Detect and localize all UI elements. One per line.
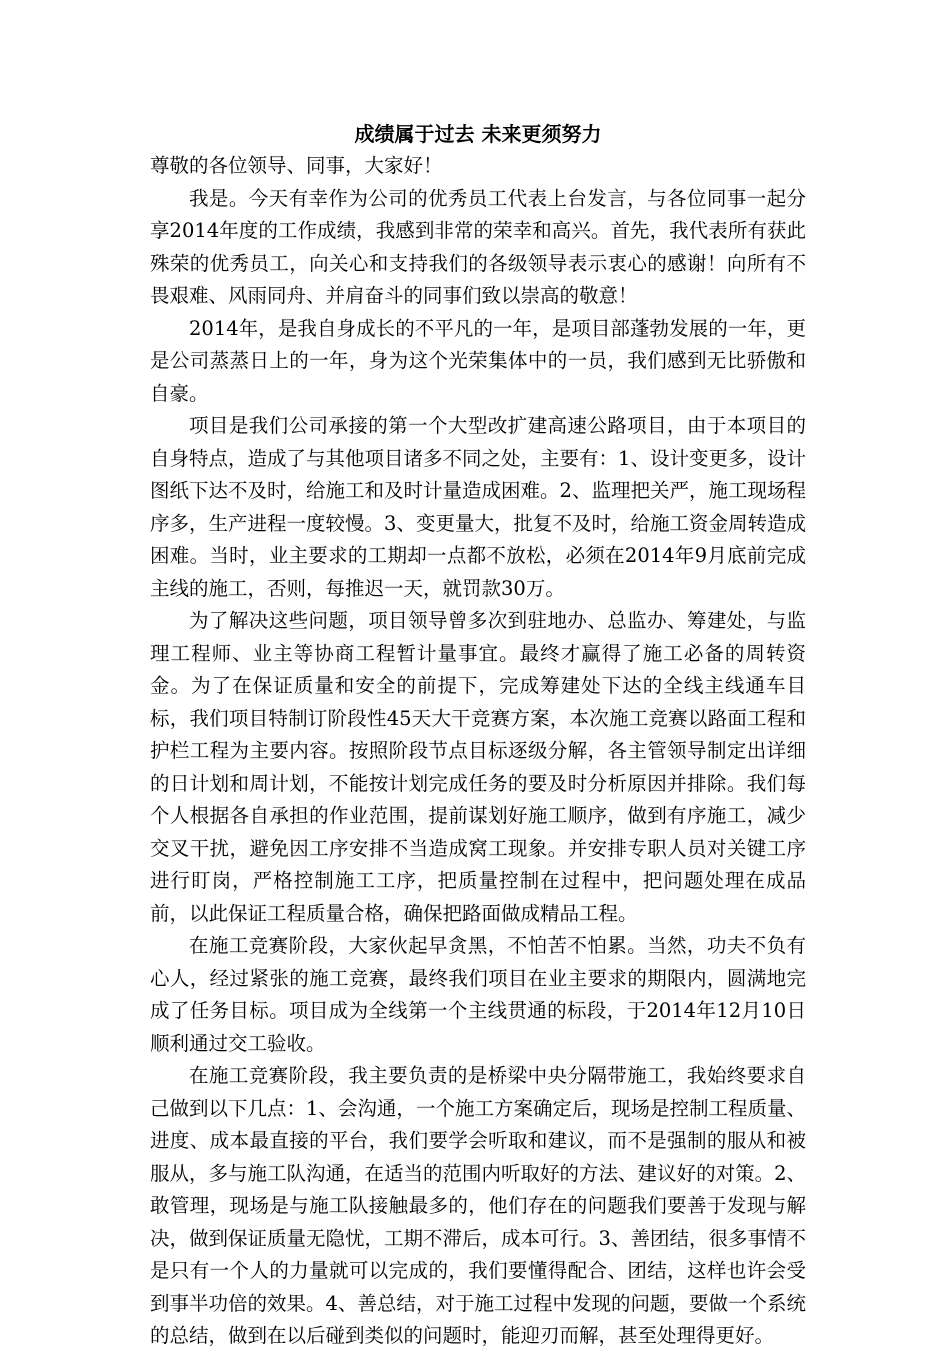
paragraph-intro: 我是。今天有幸作为公司的优秀员工代表上台发言，与各位同事一起分享2014年度的工作成绩，我感到非常的荣幸和高兴。首先，我代表所有获此殊荣的优秀员工，向关心和支持我们的各级领导表示衷心的感谢！向所有不畏艰难、风雨同舟、并肩奋斗的同事们致以崇高的敬意！ — [150, 186, 806, 307]
paragraph-competition-result: 在施工竞赛阶段，大家伙起早贪黑，不怕苦不怕累。当然，功夫不负有心人，经过紧张的施工竞赛，最终我们项目在业主要求的期限内，圆满地完成了任务目标。项目成为全线第一个主线贯通的标段，于2014年12月10日顺利通过交工验收。 — [150, 934, 806, 1055]
paragraph-project-challenges: 项目是我们公司承接的第一个大型改扩建高速公路项目，由于本项目的自身特点，造成了与其他项目诸多不同之处，主要有：1、设计变更多，设计图纸下达不及时，给施工和及时计量造成困难。2、监理把关严，施工现场程序多，生产进程一度较慢。3、变更量大，批复不及时，给施工资金周转造成困难。当时，业主要求的工期却一点都不放松，必须在2014年9月底前完成主线的施工，否则，每推迟一天，就罚款30万。 — [150, 414, 806, 600]
paragraph-solutions: 为了解决这些问题，项目领导曾多次到驻地办、总监办、筹建处，与监理工程师、业主等协商工程暂计量事宜。最终才赢得了施工必备的周转资金。为了在保证质量和安全的前提下，完成筹建处下达的全线主线通车目标，我们项目特制订阶段性45天大干竞赛方案，本次施工竞赛以路面工程和护栏工程为主要内容。按照阶段节点目标逐级分解，各主管领导制定出详细的日计划和周计划，不能按计划完成任务的要及时分析原因并排除。我们每个人根据各自承担的作业范围，提前谋划好施工顺序，做到有序施工，减少交叉干扰，避免因工序安排不当造成窝工现象。并安排专职人员对关键工序进行盯岗，严格控制施工工序，把质量控制在过程中，把问题处理在成品前，以此保证工程质量合格，确保把路面做成精品工程。 — [150, 609, 806, 925]
document-title: 成绩属于过去 未来更须努力 — [354, 122, 602, 146]
document-page — [150, 118, 806, 1353]
paragraph-2014-year: 2014年，是我自身成长的不平凡的一年，是项目部蓬勃发展的一年，更是公司蒸蒸日上的一年，身为这个光荣集体中的一员，我们感到无比骄傲和自豪。 — [150, 316, 806, 405]
greeting: 尊敬的各位领导、同事，大家好！ — [150, 154, 443, 177]
paragraph-personal-work: 在施工竞赛阶段，我主要负责的是桥梁中央分隔带施工，我始终要求自己做到以下几点：1、会沟通，一个施工方案确定后，现场是控制工程质量、进度、成本最直接的平台，我们要学会听取和建议，而不是强制的服从和被服从，多与施工队沟通，在适当的范围内听取好的方法、建议好的对策。2、敢管理，现场是与施工队接触最多的，他们存在的问题我们要善于发现与解决，做到保证质量无隐忧，工期不滞后，成本可行。3、善团结，很多事情不是只有一个人的力量就可以完成的，我们要懂得配合、团结，这样也许会受到事半功倍的效果。4、善总结，对于施工过程中发现的问题，要做一个系统的总结，做到在以后碰到类似的问题时，能迎刃而解，甚至处理得更好。 — [150, 1064, 806, 1347]
